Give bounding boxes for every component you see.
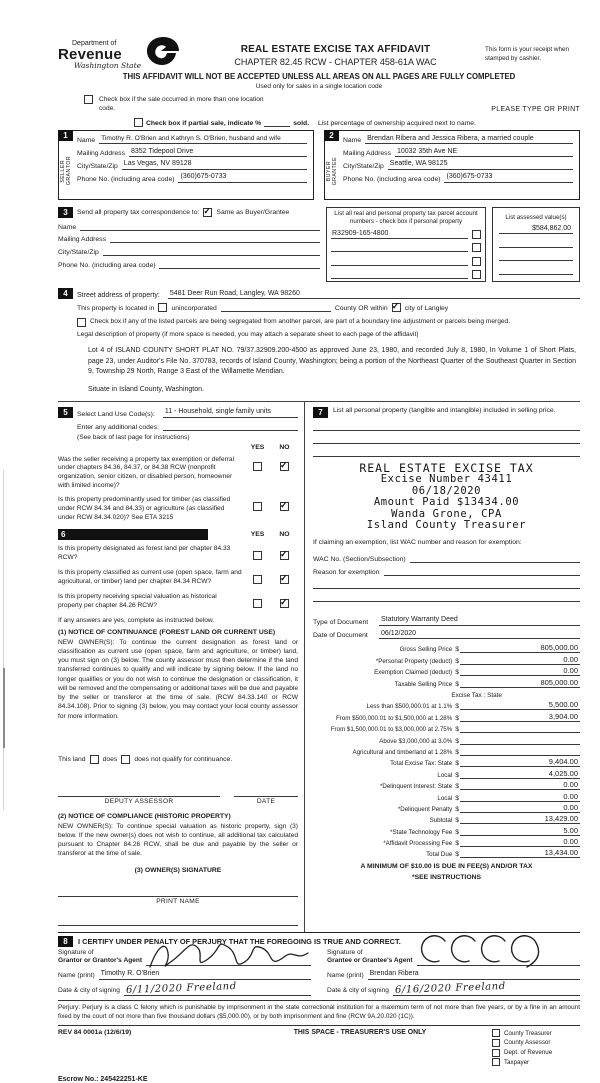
date-of-document-field[interactable]: 06/12/2020 [379,630,580,640]
wac-field[interactable] [410,554,580,564]
multi-location-checkbox[interactable] [84,95,93,104]
partial-sale-label: Check box if partial sale, indicate % [146,119,262,127]
same-as-buyer-label: Same as Buyer/Grantee [216,208,290,216]
parcel-field-3[interactable] [331,257,468,266]
section-8 [58,933,580,1001]
money-value-exemption[interactable]: 0.00 [460,666,580,676]
owners-signature-label: (3) OWNER(S) SIGNATURE [134,866,222,874]
seller-section [58,130,314,200]
money-row-delinquent-interest-state: *Delinquent Interest: State $ 0.00 [379,780,578,791]
additional-codes-label: Enter any additional codes: [77,423,159,431]
street-address-label: Street address of property: [77,292,160,300]
s6-q2-yes-checkbox[interactable] [253,575,262,584]
money-value-tier3[interactable] [460,732,580,733]
escrow-line [58,1076,580,1083]
copy-taxpayer-label: Taxpayer [504,1058,530,1066]
money-row-exemption: Exemption Claimed (deduct) $ 0.00 [374,666,578,677]
grantee-name-label: Name (print) [327,971,364,979]
money-row-subtotal: Subtotal $ 13,429.00 [429,814,578,825]
owner-print-name-line[interactable] [58,915,298,926]
reason-line-3[interactable] [313,589,580,602]
s3-csz-field[interactable] [103,247,320,257]
money-row-tier1: Less than $500,000.01 at 1.1% $ 5,500.00 [366,700,578,711]
parcel-header: List all real and personal property tax parcel account numbers - check box if personal property [334,209,478,225]
correspondence-label: Send all property tax correspondence to: [77,208,200,216]
money-value-local[interactable]: 4,025.00 [460,769,580,779]
seller-phone-label: Phone No. (including area code) [77,175,175,183]
buyer-phone-label: Phone No. (including area code) [343,175,441,183]
buyer-mailing-field[interactable]: 10032 35th Ave NE [395,148,573,158]
money-value-total-state[interactable]: 9,404.00 [460,757,580,767]
s3-mailing-label: Mailing Address [58,236,106,244]
treasurer-stamp [313,460,580,532]
seller-mailing-field[interactable]: 8352 Tidepool Drive [129,148,307,158]
money-row-total-state: Total Excise Tax: State $ 9,404.00 [390,757,578,768]
seller-csz-label: City/State/Zip [77,162,118,170]
seller-name-label: Name [77,137,96,145]
money-value-total-due[interactable]: 13,434.00 [460,848,580,858]
type-of-document-field[interactable]: Statutory Warranty Deed [379,616,580,626]
assessed-header: List assessed value(s) [505,213,567,221]
money-row-processing-fee: *Affidavit Processing Fee $ 0.00 [383,837,578,848]
warning-line: THIS AFFIDAVIT WILL NOT BE ACCEPTED UNLESS ALL AREAS ON ALL PAGES ARE FULLY COMPLETED [122,71,516,81]
treasurer-space-label: THIS SPACE - TREASURER'S USE ONLY [293,1028,427,1036]
money-row-tier4: Above $3,000,000 at 3.0% $ [313,733,580,744]
grantee-name-field[interactable]: Brendan Ribera [368,970,580,981]
left-column [58,402,304,932]
seller-csz-field[interactable]: Las Vegas, NV 89128 [122,160,307,170]
copy-county-treasurer-label: County Treasurer [504,1029,552,1037]
s6-q1-no-checkbox[interactable] [280,551,289,560]
personal-property-line-2[interactable] [313,431,580,444]
money-value-taxable[interactable]: 805,000.00 [460,678,580,688]
s6-q3-no-checkbox[interactable] [280,599,289,608]
deputy-assessor-signature-line[interactable] [58,786,220,797]
copy-dept-revenue-checkbox[interactable] [492,1049,500,1057]
stamp-line-4: Amount Paid $13434.00 [373,496,520,509]
money-value-tier4[interactable] [460,744,580,745]
section-6-bar [58,529,298,540]
parcel-box [326,207,486,283]
copies-list [492,1029,580,1067]
receipt-note: This form is your receipt when stamped by cashier. [485,46,569,62]
buyer-phone-field[interactable]: (360)675-0733 [444,173,573,183]
city-label: city of Langley [404,305,449,313]
legal-description-text: Lot 4 of ISLAND COUNTY SHORT PLAT NO. 79/37.32909.200-4500 as approved June 23, 1980, and recorded July 8, 1980, In Volume 1 of Short Plats, page 23, under Auditor's File No. 370783, records of Island County, Washington; being a portion of the Northeast Quarter of the Southeast Quarter in Section 9, Township 29 North, Range 3 East of the Willamette Meridian. [88,347,576,375]
date-of-document-label: Date of Document [313,632,368,640]
section-4 [58,288,580,392]
qualify-does-label: does [102,755,118,763]
s5-q1-text: Was the seller receiving a property tax exemption or deferral under chapters 84.36, 84.37, or 84.38 RCW (nonprofit organization, senior citizen, or disabled person, homeowner with limited income)? [58,455,235,490]
form-subtitle: CHAPTER 82.45 RCW - CHAPTER 458-61A WAC [234,57,437,67]
deputy-date-line[interactable] [234,786,298,797]
s6-yes-label: YES [250,530,265,538]
rev-number: REV 84 0001a (12/6/19) [58,1028,132,1036]
stamp-line-2: Excise Number 43411 [380,473,513,486]
does-qualify-checkbox[interactable] [90,755,99,764]
section-4-number: 4 [58,288,73,299]
buyer-mailing-label: Mailing Address [343,150,391,158]
buyer-side-label: BUYER GRANTEE [326,156,338,186]
additional-codes-field[interactable] [163,421,298,431]
dept-line2: Revenue [58,46,122,63]
s5-yes-no-header [58,444,298,451]
unincorporated-label: unincorporated [171,305,217,313]
land-use-label: Select Land Use Code(s): [77,410,155,418]
situate-text: Situate in Island County, Washington. [88,385,204,393]
notice2-title: (2) NOTICE OF COMPLIANCE (HISTORIC PROPERTY) [58,812,231,820]
s5-q1-no-checkbox[interactable] [280,462,289,471]
reason-field[interactable] [384,567,581,577]
form-header [58,40,580,70]
stamp-line-3: 06/18/2020 [411,484,482,497]
money-value-tech-fee[interactable]: 5.00 [460,826,580,836]
parcel-field-4[interactable] [331,270,468,279]
segregated-label: Check box if any of the listed parcels are being segregated from another parcel, are part of a boundary line adjustment or parcels being merged. [90,318,511,326]
s3-csz-label: City/State/Zip [58,249,99,256]
s6-q3-text: Is this property receiving special valuation as historical property per chapter 84.26 RCW? [58,592,217,609]
s6-question-1 [58,545,298,564]
seller-name-field[interactable]: Timothy R. O'Brien and Kathryn S. O'Brien, husband and wife [99,135,307,145]
money-value-subtotal[interactable]: 13,429.00 [460,814,580,824]
copy-county-assessor-checkbox[interactable] [492,1039,500,1047]
copy-taxpayer-checkbox[interactable] [492,1058,500,1066]
please-type-or-print: PLEASE TYPE OR PRINT [491,105,580,113]
qualify-line [58,755,298,764]
ownership-note: List percentage of ownership acquired next to name. [318,119,476,127]
section-2-number: 2 [324,130,339,141]
partial-sale-checkbox[interactable] [134,118,143,127]
money-row-tier2: From $500,000.01 to $1,500,000 at 1.28% $ 3,904.00 [335,711,578,722]
seller-side-label: SELLER GRANTOR [60,156,72,186]
parcel-personal-checkbox-4[interactable] [472,270,481,279]
money-value-delinquent-interest-state[interactable]: 0.00 [460,780,580,790]
section-5-number: 5 [58,407,73,418]
deputy-date-label: DATE [256,797,276,805]
location-row [58,95,580,113]
seller-mailing-label: Mailing Address [77,150,125,158]
money-value-tier2[interactable]: 3,904.00 [460,712,580,722]
grantor-name-field[interactable]: Timothy R. O'Brien [99,970,311,981]
s6-question-3 [58,593,298,612]
dor-logo [58,40,186,70]
title-block [186,40,485,67]
city-checkbox[interactable] [392,303,401,312]
buyer-name-label: Name [343,137,362,145]
notice1-title: (1) NOTICE OF CONTINUANCE (FOREST LAND OR CURRENT USE) [58,628,276,636]
parcel-personal-checkbox-1[interactable] [472,230,481,239]
s5-q2-text: Is this property predominantly used for timber (as classified under RCW 84.34 and 84.33) or agriculture (as classified under RCW 84.34.020)? See ETA 3215 [58,496,231,521]
s5-question-2 [58,496,298,523]
money-row-tech-fee: *State Technology Fee $ 5.00 [390,825,578,836]
assessed-value-field-2[interactable] [499,239,573,248]
s6-q3-yes-checkbox[interactable] [253,599,262,608]
grantee-sig-label: Signature of Grantee or Grantee's Agent [327,948,413,965]
section-1-number: 1 [58,130,73,141]
assessed-value-field[interactable]: $584,862.00 [499,225,573,234]
copy-dept-revenue-label: Dept. of Revenue [504,1048,553,1056]
section-3-number: 3 [58,207,73,218]
county-or-within-label: County OR within [334,305,388,313]
s5-q1-yes-checkbox[interactable] [253,462,262,471]
multi-location-label: Check box if the sale occurred in more than one location code. [99,95,264,112]
s5-no-label: NO [279,443,290,451]
s6-no-label: NO [279,530,290,538]
grantee-date-field[interactable]: 6/16/2020 Freeland [393,985,580,996]
partial-sale-row [58,118,580,127]
money-row-total-due: Total Due $ 13,434.00 [426,848,578,859]
money-value-delinquent-interest-local[interactable]: 0.00 [460,792,580,802]
see-instructions-note: *SEE INSTRUCTIONS [411,874,482,882]
certify-text: I CERTIFY UNDER PENALTY OF PERJURY THAT THE FOREGOING IS TRUE AND CORRECT. [78,936,401,946]
money-value-delinquent-penalty[interactable]: 0.00 [460,803,580,813]
perjury-text: Perjury: Perjury is a class C felony which is punishable by imprisonment in the state correctional institution for a maximum term of not more than five years, or by a fine in an amount fixed by the court of not more than five thousand dollars ($5,000.00), or by both imprisonment and fine (RCW 9A.20.020 (1C)). [58,1004,580,1026]
grantor-date-label: Date & city of signing [58,987,120,995]
s5-q2-yes-checkbox[interactable] [253,502,262,511]
assessed-value-field-4[interactable] [499,266,573,275]
parcel-personal-checkbox-3[interactable] [472,257,481,266]
assessed-value-field-3[interactable] [499,252,573,261]
s6-question-2 [58,569,298,588]
copy-county-treasurer-checkbox[interactable] [492,1029,500,1037]
same-as-buyer-checkbox[interactable] [203,208,212,217]
segregated-checkbox[interactable] [77,318,86,327]
deputy-assessor-label: DEPUTY ASSESSOR [104,797,174,805]
money-table [313,642,580,858]
escrow-value: 245422251-KE [100,1076,148,1083]
form-title: REAL ESTATE EXCISE TAX AFFIDAVIT [240,44,431,55]
stamp-line-5: Wanda Grone, CPA [391,507,502,520]
s5-yes-label: YES [250,443,265,451]
grantor-signature-line[interactable] [146,955,311,966]
minimum-due-note: A MINIMUM OF $10.00 IS DUE IN FEE(S) AND/OR TAX [360,863,533,871]
columns-area [58,401,580,933]
parcel-personal-checkbox-2[interactable] [472,243,481,252]
section-3 [58,207,580,283]
exemption-note: If claiming an exemption, list WAC number and reason for exemption: [313,538,522,546]
money-row-taxable: Taxable Selling Price $ 805,000.00 [394,677,578,688]
escrow-label: Escrow No.: [58,1076,99,1083]
money-value-personal-property[interactable]: 0.00 [460,655,580,665]
usage-note: Used only for sales in a single location code [255,82,383,90]
grantor-name-label: Name (print) [58,971,95,979]
money-row-personal-property: *Personal Property (deduct) $ 0.00 [375,654,578,665]
right-column [304,402,580,932]
county-field[interactable] [221,304,331,312]
qualify-does-not-label: does not qualify for continuance. [134,755,233,763]
money-row-local: Local $ 4,025.00 [437,768,578,779]
section-6-number: 6 [58,529,208,540]
grantee-signature-block [327,949,580,996]
money-row-agricultural: Agricultural and timberland at 1.28% $ [313,745,580,756]
wac-label: WAC No. (Section/Subsection) [313,556,406,564]
personal-property-line-1[interactable] [313,418,580,431]
money-row-gross: Gross Selling Price $ 805,000.00 [399,643,578,654]
buyer-csz-field[interactable]: Seattle, WA 98125 [388,160,573,170]
money-row-delinquent-interest-local: Local $ 0.00 [437,791,578,802]
s3-name-label: Name [58,223,77,231]
s5-question-1 [58,456,298,492]
dept-line3: Washington State [74,61,142,70]
buyer-csz-label: City/State/Zip [343,162,384,170]
located-prefix: This property is located in [77,305,155,313]
reason-line-2[interactable] [313,576,580,589]
section-8-number: 8 [58,936,73,947]
land-use-field[interactable]: 11 - Household, single family units [163,408,298,418]
s5-q2-no-checkbox[interactable] [280,502,289,511]
personal-property-line-3[interactable] [313,444,580,457]
money-value-gross[interactable]: 805,000.00 [460,643,580,653]
dor-swirl-icon [146,36,180,66]
stamp-line-6: Island County Treasurer [366,519,527,532]
notice2-text: NEW OWNER(S): To continue special valuation as historic property, sign (3) below. If the new owner(s) does not wish to continue, all additional tax calculated pursuant to Chapter 84.26 RCW, shall be due and payable by the seller or transferor at the time of sale. [58,822,298,858]
if-yes-note: If any answers are yes, complete as instructed below. [58,616,215,624]
money-row-delinquent-penalty: *Delinquent Penalty $ 0.00 [397,802,578,813]
owner-signature-line[interactable] [58,886,298,897]
footer-row [58,1029,580,1067]
type-of-document-label: Type of Document [313,618,369,626]
print-name-label: PRINT NAME [156,897,200,905]
s3-name-field[interactable] [80,221,320,231]
s6-q2-no-checkbox[interactable] [280,575,289,584]
unincorporated-checkbox[interactable] [158,303,167,312]
s3-phone-field[interactable] [159,259,320,269]
notice1-text: NEW OWNER(S): To continue the current designation as forest land or classification as current use (open space, farm and agriculture, or timber) land, you must sign on (3) below. The county assessor must then determine if the land transferred continues to qualify and will indicate by signing below. If the land no longer qualifies or you do not wish to continue the designation or classification, it will be removed and the compensating or additional taxes will be due and payable by the seller or transferor at the time of sale. (RCW 84.33.140 or RCW 84.34.108). Prior to signing (3) below, you may contact your local county assessor for more information. [58,638,298,720]
money-value-agricultural[interactable] [460,755,580,756]
dept-line1: Department of [72,40,117,47]
s3-mailing-field[interactable] [110,234,320,244]
legal-description-label: Legal description of property (if more space is needed, you may attach a separate sheet to each page of the affidavit) [77,331,419,339]
grantee-signature-line[interactable] [417,955,580,966]
money-value-processing-fee[interactable]: 0.00 [460,837,580,847]
partial-sale-percent-field[interactable] [264,119,290,127]
stamp-line-1: REAL ESTATE EXCISE TAX [359,460,534,475]
parcel-field-2[interactable] [331,243,468,252]
s6-q1-text: Is this property designated as forest land per chapter 84.33 RCW? [58,544,231,561]
street-address-field[interactable]: 5481 Deer Run Road, Langley, WA 98260 [168,290,580,300]
qualify-prefix: This land [58,755,86,763]
buyer-name-field[interactable]: Brendan Ribera and Jessica Ribera, a married couple [365,135,573,145]
grantor-date-field[interactable]: 6/11/2020 Freeland [124,985,311,996]
money-row-tier3: From $1,500,000.01 to $3,000,000 at 2.75% $ [313,722,580,733]
seller-phone-field[interactable]: (360)675-0733 [178,173,307,183]
assessed-value-box [492,207,580,283]
personal-property-label: List all personal property (tangible and intangible) included in selling price. [333,406,556,414]
money-value-tier1[interactable]: 5,500.00 [460,700,580,710]
s6-q2-text: Is this property classified as current use (open space, farm and agricultural, or timber) land per chapter 84.34 RCW? [58,568,242,585]
copy-county-assessor-label: County Assessor [504,1039,551,1047]
partial-sale-suffix: sold. [293,119,310,127]
money-row-excise-header: Excise Tax : State [451,692,502,699]
grantee-date-label: Date & city of signing [327,987,389,995]
buyer-section [324,130,580,200]
s6-q1-yes-checkbox[interactable] [253,551,262,560]
see-back-note: (See back of last page for instructions) [77,433,190,441]
does-not-qualify-checkbox[interactable] [121,755,130,764]
grantor-signature-block [58,949,311,996]
section-7-number: 7 [313,407,328,418]
parcel-number-field[interactable]: R32909-165-4800 [331,230,468,239]
s3-phone-label: Phone No. (including area code) [58,261,156,269]
grantor-sig-label: Signature of Grantor or Grantor's Agent [58,948,143,965]
reason-label: Reason for exemption [313,569,380,577]
